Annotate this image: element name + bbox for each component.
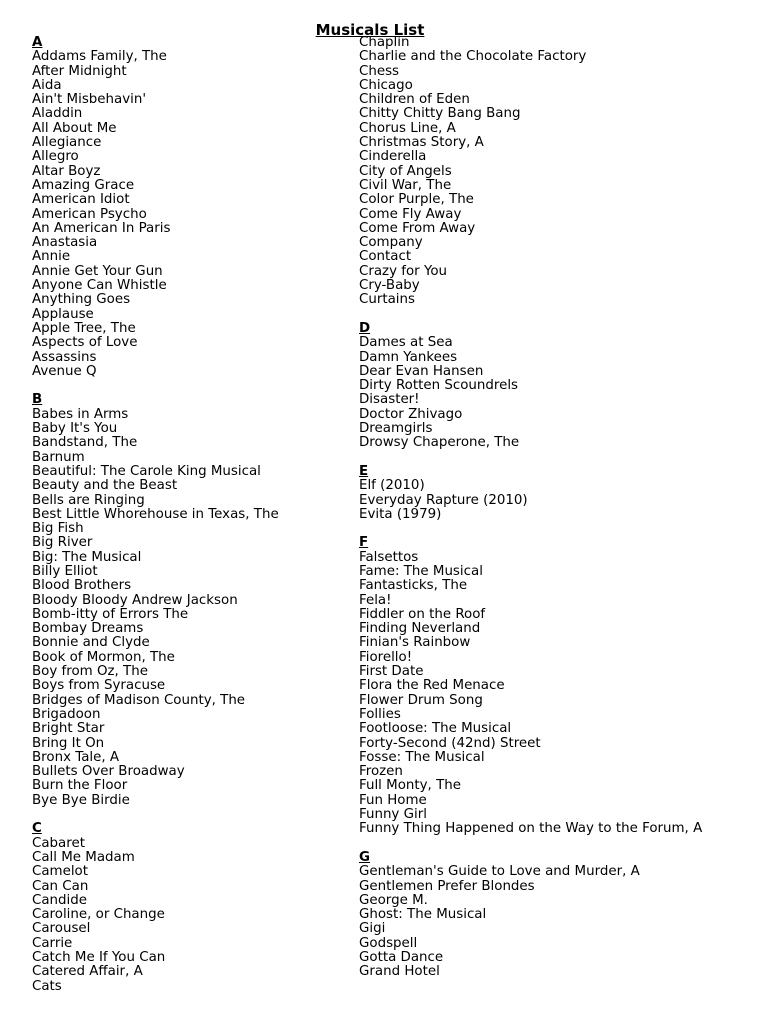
musical-title: Disaster! [359, 392, 420, 408]
musical-title: Barnum [32, 449, 85, 465]
letter-section [359, 322, 702, 451]
musical-title: Amazing Grace [32, 177, 135, 193]
musical-title: Damn Yankees [359, 349, 458, 365]
musical-title: Bye Bye Birdie [32, 792, 130, 808]
musical-title: American Idiot [32, 192, 130, 208]
musical-title: Cry-Baby [359, 278, 420, 294]
musical-title: Fame: The Musical [359, 563, 483, 579]
musical-title: Come Fly Away [359, 206, 462, 222]
musical-title: Allegiance [32, 135, 102, 151]
musical-title: Finding Neverland [359, 621, 481, 637]
musical-title: Forty-Second (42nd) Street [359, 735, 541, 751]
musical-title: Carousel [32, 921, 91, 937]
musical-title: Carrie [32, 935, 73, 951]
musical-title: Anastasia [32, 235, 98, 251]
section-letter: C [32, 821, 42, 837]
musical-title: Fantasticks, The [359, 578, 468, 594]
musical-title: Ain't Misbehavin' [32, 92, 147, 108]
musical-title: Caroline, or Change [32, 907, 165, 923]
musical-title: Come From Away [359, 220, 476, 236]
musical-title: Allegro [32, 149, 79, 165]
musical-title: Gentlemen Prefer Blondes [359, 878, 535, 894]
musical-title: Dreamgirls [359, 421, 433, 437]
musical-title: George M. [359, 892, 428, 908]
letter-section [359, 36, 702, 308]
musical-title: Addams Family, The [32, 49, 167, 65]
section-letter: D [359, 320, 371, 336]
musical-title: All About Me [32, 120, 117, 136]
musical-title: Evita (1979) [359, 506, 442, 522]
musical-title: After Midnight [32, 63, 127, 79]
musical-title: American Psycho [32, 206, 147, 222]
musical-title: Avenue Q [32, 363, 97, 379]
musical-title: Best Little Whorehouse in Texas, The [32, 506, 279, 522]
musical-title: Blood Brothers [32, 578, 132, 594]
musical-title: Funny Thing Happened on the Way to the Forum, A [359, 821, 703, 837]
musical-title: Chorus Line, A [359, 120, 456, 136]
musical-title: Crazy for You [359, 263, 448, 279]
musical-title: Dirty Rotten Scoundrels [359, 378, 519, 394]
musical-title: Call Me Madam [32, 849, 135, 865]
musical-title: Beautiful: The Carole King Musical [32, 463, 261, 479]
musical-title: Bring It On [32, 735, 105, 751]
section-letter: E [359, 463, 369, 479]
musical-title: Doctor Zhivago [359, 406, 463, 422]
musical-title: Godspell [359, 935, 418, 951]
musical-title: Aspects of Love [32, 335, 138, 351]
musical-title: Anyone Can Whistle [32, 278, 167, 294]
musical-title: Fosse: The Musical [359, 749, 485, 765]
musical-title: Children of Eden [359, 92, 470, 108]
musical-title: Bonnie and Clyde [32, 635, 150, 651]
musical-title: Book of Mormon, The [32, 649, 175, 665]
musical-title: Annie Get Your Gun [32, 263, 163, 279]
musical-title: Grand Hotel [359, 964, 440, 980]
musical-title: Christmas Story, A [359, 135, 484, 151]
musical-title: Everyday Rapture (2010) [359, 492, 528, 508]
letter-section [359, 536, 702, 836]
musical-title: Chitty Chitty Bang Bang [359, 106, 521, 122]
musical-title: Charlie and the Chocolate Factory [359, 49, 587, 65]
musical-title: Fun Home [359, 792, 427, 808]
musical-title: Altar Boyz [32, 163, 101, 179]
musical-title: Brigadoon [32, 706, 101, 722]
musical-title: City of Angels [359, 163, 452, 179]
musical-title: Big River [32, 535, 93, 551]
musical-title: Catered Affair, A [32, 964, 143, 980]
section-letter: A [32, 35, 43, 50]
musical-title: Cats [32, 978, 62, 994]
musical-title: Bells are Ringing [32, 492, 145, 508]
musical-title: Billy Elliot [32, 563, 98, 579]
musical-title: Bridges of Madison County, The [32, 692, 246, 708]
musical-title: Aladdin [32, 106, 83, 122]
musical-title: First Date [359, 664, 424, 680]
letter-section [32, 36, 279, 379]
musical-title: Gentleman's Guide to Love and Murder, A [359, 864, 640, 880]
musical-title: Bombay Dreams [32, 621, 144, 637]
musical-title: Bronx Tale, A [32, 749, 120, 765]
musical-title: Bright Star [32, 721, 105, 737]
letter-section [32, 393, 279, 808]
musical-title: Baby It's You [32, 421, 118, 437]
musical-title: Elf (2010) [359, 478, 425, 494]
musical-title: Footloose: The Musical [359, 721, 512, 737]
right-column [359, 36, 702, 980]
musical-title: Gotta Dance [359, 950, 444, 965]
left-column [32, 36, 279, 994]
musical-title: Bandstand, The [32, 435, 138, 451]
musical-title: Chicago [359, 77, 413, 93]
musical-title: Assassins [32, 349, 97, 365]
musical-title: Fela! [359, 592, 392, 608]
musical-title: Bullets Over Broadway [32, 764, 185, 780]
musical-title: Flower Drum Song [359, 692, 483, 708]
musical-title: Falsettos [359, 549, 419, 565]
musical-title: Chess [359, 63, 400, 79]
musical-title: Follies [359, 706, 401, 722]
musical-title: Babes in Arms [32, 406, 129, 422]
musical-title: Beauty and the Beast [32, 478, 178, 494]
musical-title: Funny Girl [359, 807, 427, 823]
letter-section [32, 822, 279, 994]
musical-title: Fiorello! [359, 649, 413, 665]
musical-title: Camelot [32, 864, 89, 880]
musical-title: Full Monty, The [359, 778, 461, 794]
musical-title: Chaplin [359, 35, 410, 50]
letter-section [359, 851, 702, 980]
musical-title: Dear Evan Hansen [359, 363, 484, 379]
musical-title: Gigi [359, 921, 386, 937]
musical-title: Big: The Musical [32, 549, 142, 565]
musical-title: Aida [32, 77, 62, 93]
musical-title: Civil War, The [359, 177, 452, 193]
musical-title: Ghost: The Musical [359, 907, 487, 923]
musical-title: Bloody Bloody Andrew Jackson [32, 592, 238, 608]
musical-title: Anything Goes [32, 292, 131, 308]
musical-title: Cabaret [32, 835, 85, 851]
musical-title: Frozen [359, 764, 403, 780]
section-letter: B [32, 392, 43, 408]
musical-title: Apple Tree, The [32, 320, 136, 336]
musical-title: Boys from Syracuse [32, 678, 166, 694]
musical-title: Can Can [32, 878, 89, 894]
musical-title: Big Fish [32, 521, 84, 537]
musical-title: Fiddler on the Roof [359, 606, 486, 622]
document-title: Musicals List [315, 21, 425, 39]
musical-title: Candide [32, 892, 88, 908]
musical-title: Flora the Red Menace [359, 678, 505, 694]
musical-title: Finian's Rainbow [359, 635, 471, 651]
musical-title: Bomb-itty of Errors The [32, 606, 189, 622]
musical-title: Color Purple, The [359, 192, 474, 208]
musical-title: Burn the Floor [32, 778, 128, 794]
letter-section [359, 465, 702, 522]
musical-title: Curtains [359, 292, 415, 308]
musical-title: Annie [32, 249, 71, 265]
musical-title: Contact [359, 249, 412, 265]
musical-title: Company [359, 235, 423, 251]
section-letter: G [359, 849, 370, 865]
musical-title: Boy from Oz, The [32, 664, 148, 680]
musical-title: Applause [32, 306, 94, 322]
musical-title: Catch Me If You Can [32, 950, 166, 965]
musical-title: Drowsy Chaperone, The [359, 435, 520, 451]
section-letter: F [359, 535, 369, 551]
musical-title: Dames at Sea [359, 335, 453, 351]
musical-title: An American In Paris [32, 220, 171, 236]
musical-title: Cinderella [359, 149, 427, 165]
